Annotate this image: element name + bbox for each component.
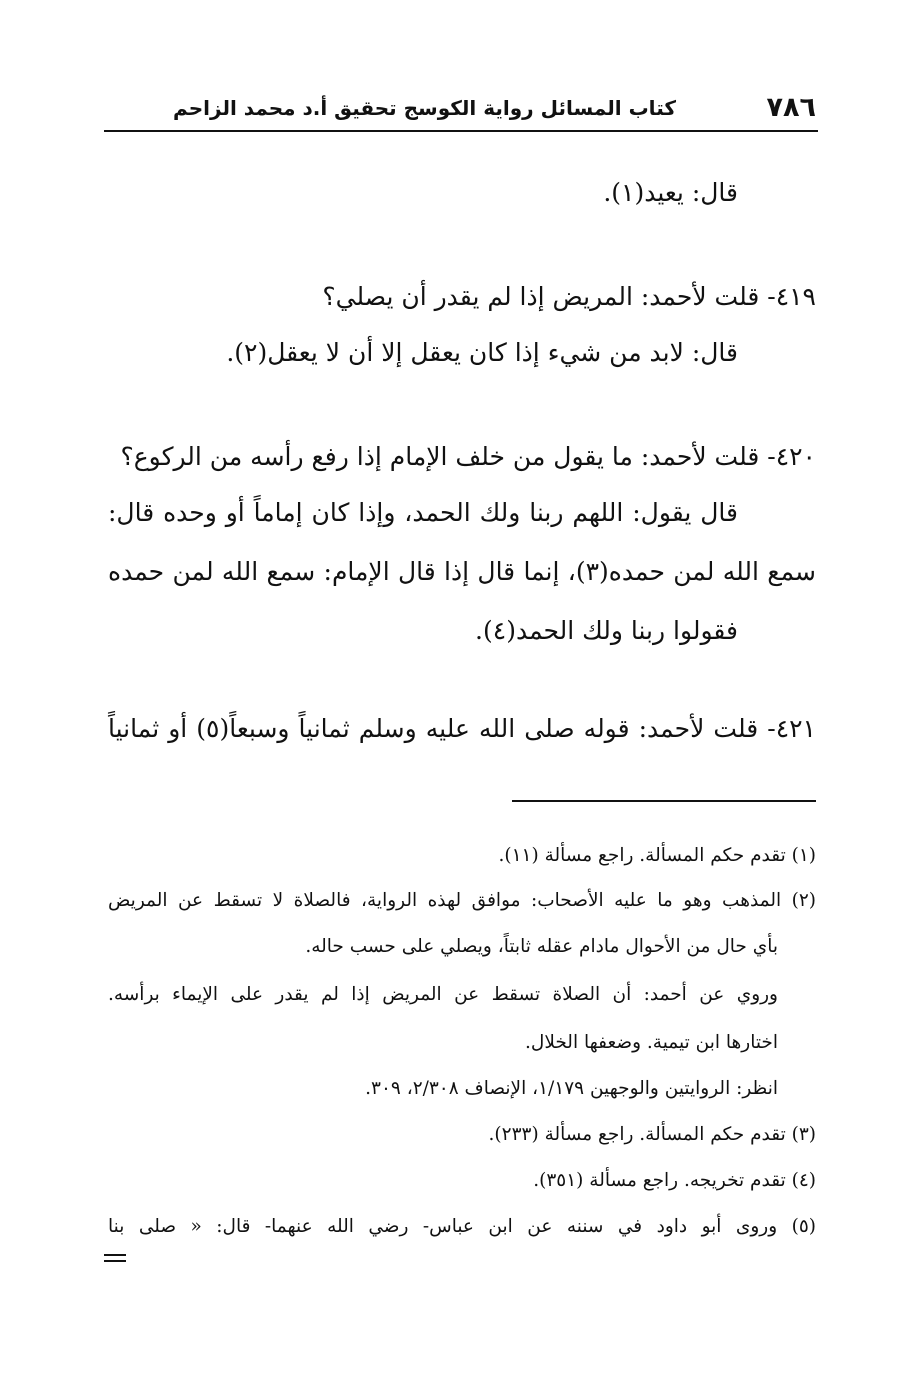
question-420: ٤٢٠- قلت لأحمد: ما يقول من خلف الإمام إذا رفع رأسه من الركوع؟ [120,442,816,471]
footnote-1: (١) تقدم حكم المسألة. راجع مسألة (١١). [498,845,816,866]
running-header [104,92,816,128]
answer-420-line-2: سمع الله لمن حمده(٣)، إنما قال إذا قال الإمام: سمع الله لمن حمده [108,557,816,586]
footnote-2-line-5: انظر: الروايتين والوجهين ١/١٧٩، الإنصاف ٢/٣٠٨، ٣٠٩. [365,1078,778,1099]
question-419: ٤١٩- قلت لأحمد: المريض إذا لم يقدر أن يصلي؟ [322,282,816,311]
answer-line-418: قال: يعيد(١). [603,178,738,207]
page-number: ٧٨٦ [766,92,816,123]
footnote-5-line-1: (٥) وروى أبو داود في سننه عن ابن عباس- رضي الله عنهما- قال: « صلى بنا [108,1216,816,1237]
footnote-2-line-4: اختارها ابن تيمية. وضعفها الخلال. [525,1032,778,1053]
answer-419: قال: لابد من شيء إذا كان يعقل إلا أن لا يعقل(٢). [226,338,738,367]
answer-420-line-1: قال يقول: اللهم ربنا ولك الحمد، وإذا كان إماماً أو وحده قال: [108,498,738,527]
footnote-rule [512,800,816,802]
footnote-2-line-1: (٢) المذهب وهو ما عليه الأصحاب: موافق لهذه الرواية، فالصلاة لا تسقط عن المريض [108,890,816,911]
answer-420-line-3: فقولوا ربنا ولك الحمد(٤). [475,616,738,645]
footnote-4: (٤) تقدم تخريجه. راجع مسألة (٣٥١). [533,1170,816,1191]
footnote-3: (٣) تقدم حكم المسألة. راجع مسألة (٢٣٣). [488,1124,816,1145]
footnote-2-line-3: وروي عن أحمد: أن الصلاة تسقط عن المريض إذا لم يقدر على الإيماء برأسه. [108,984,778,1005]
question-421: ٤٢١- قلت لأحمد: قوله صلى الله عليه وسلم ثمانياً وسبعاً(٥) أو ثمانياً [108,714,816,743]
book-title: كتاب المسائل رواية الكوسج تحقيق أ.د محمد الزاحم [173,96,676,120]
continuation-mark [104,1254,126,1266]
footnote-2-line-2: بأي حال من الأحوال مادام عقله ثابتاً، ويصلي على حسب حاله. [305,936,778,957]
header-rule [104,130,818,132]
